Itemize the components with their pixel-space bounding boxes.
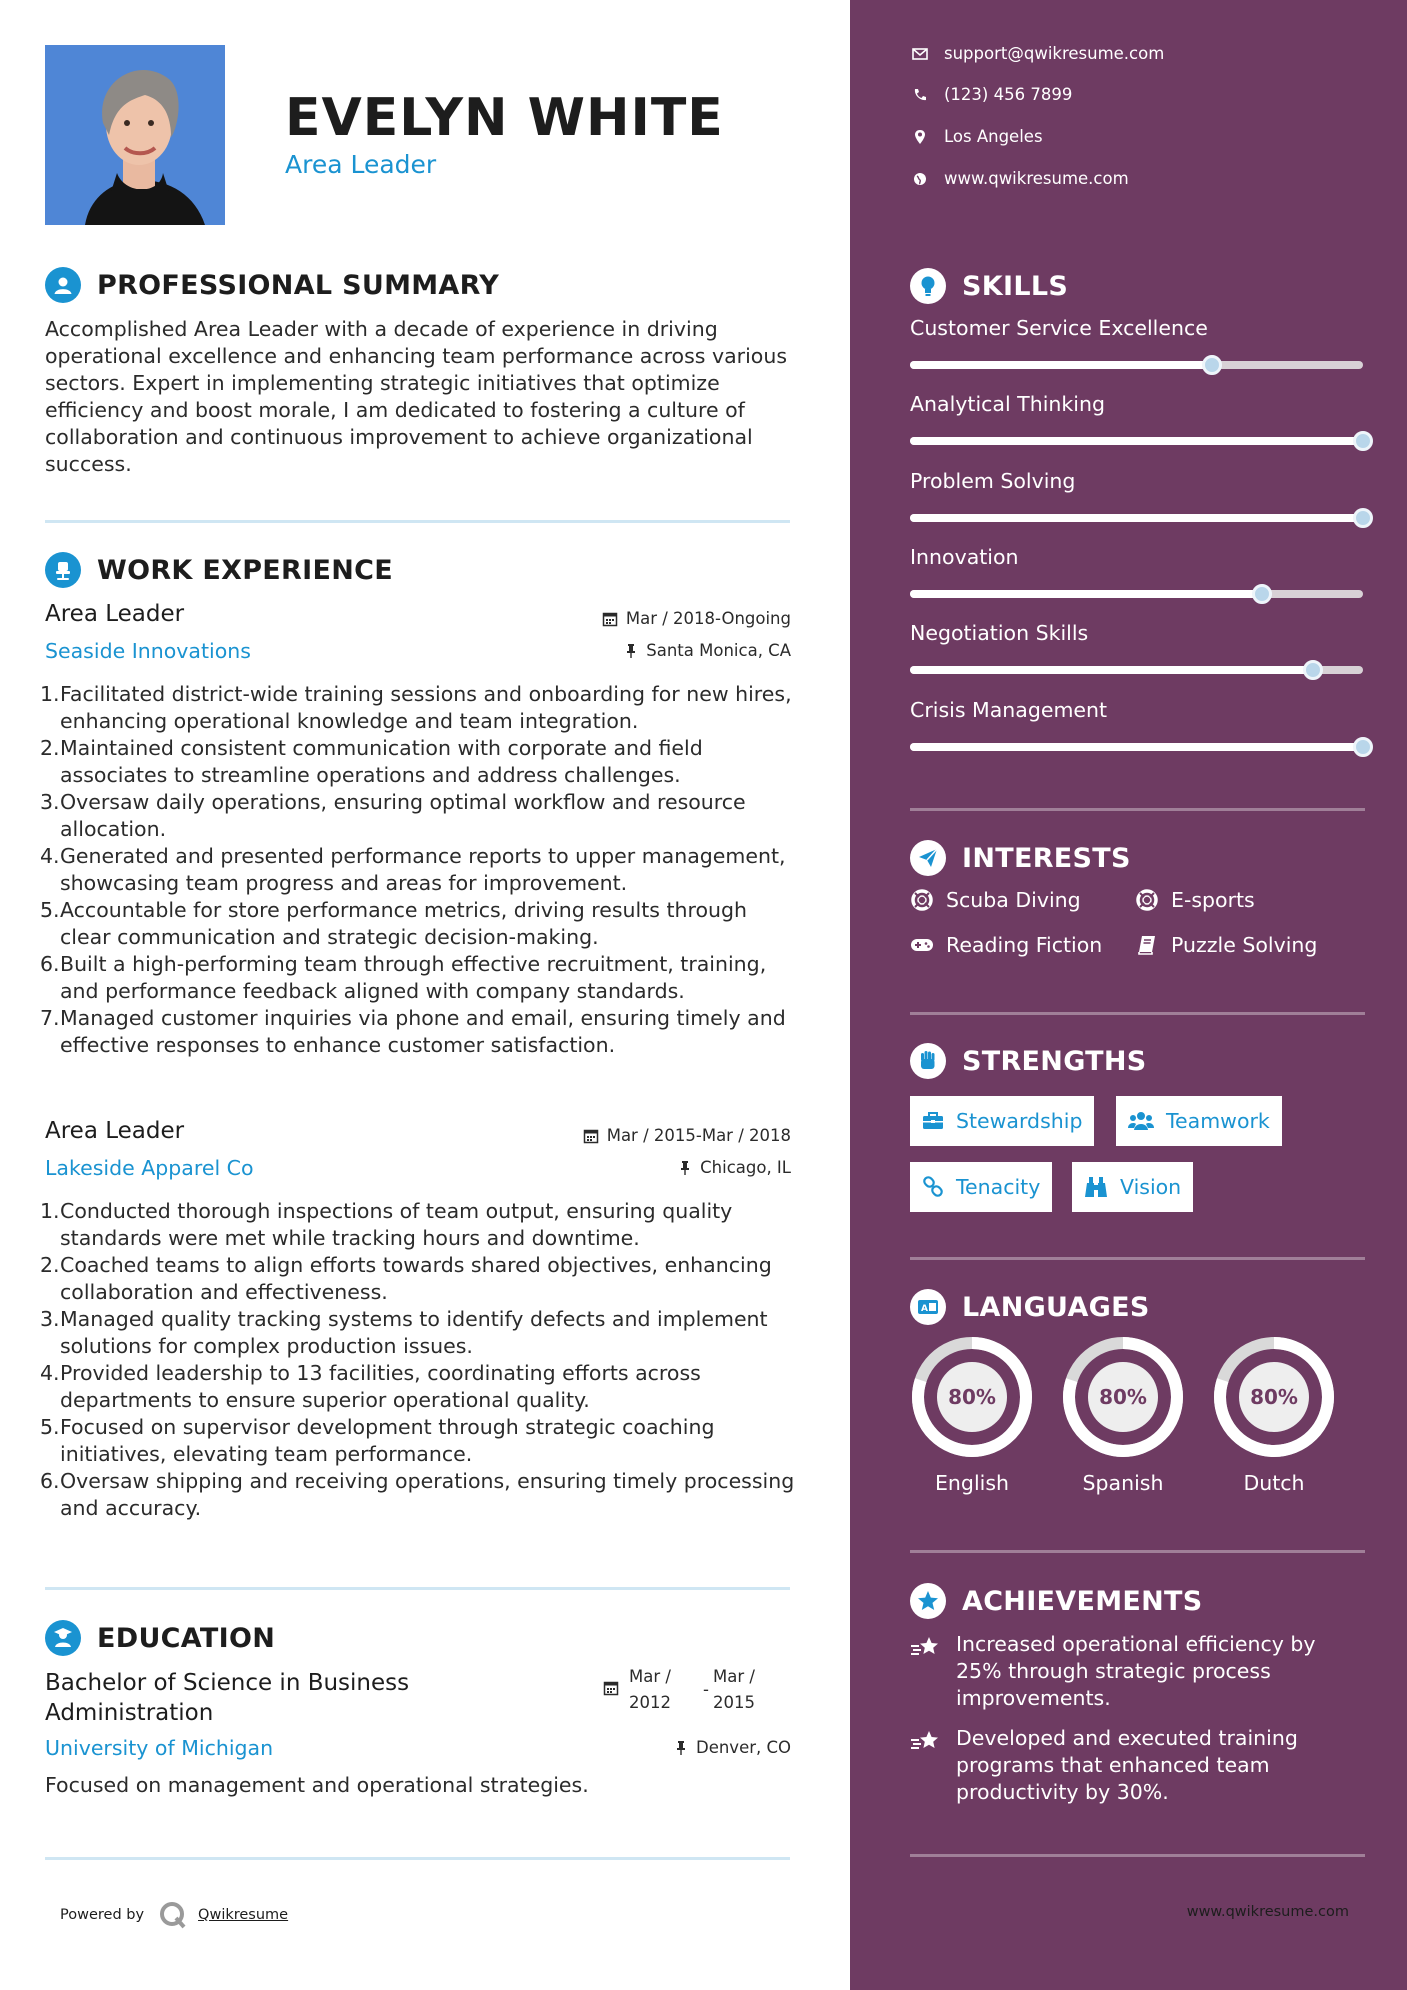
list-item: 6. Built a high-performing team through effective recruitment, training, and performance feedback aligned with company standards.: [40, 952, 767, 1003]
contact-email: [910, 44, 1164, 63]
achievement-item: [910, 1631, 1350, 1712]
language-item: [910, 1335, 1034, 1495]
phone-text: (123) 456 7899: [944, 85, 1073, 104]
experience-heading: [45, 552, 393, 588]
calendar-icon: [603, 1680, 619, 1696]
languages-heading: [910, 1289, 1150, 1325]
job-location: [624, 641, 791, 660]
section-divider: [910, 1854, 1365, 1857]
interests-title: INTERESTS: [962, 842, 1131, 874]
education-location-text: Denver, CO: [695, 1738, 791, 1757]
skill-bar-fill: [910, 437, 1363, 445]
list-item: 7. Managed customer inquiries via phone and email, ensuring timely and effective responses to enhance customer satisfaction.: [40, 1006, 786, 1057]
strength-label: Vision: [1120, 1175, 1182, 1199]
language-level-label: 80%: [1239, 1362, 1309, 1432]
list-item: 2. Coached teams to align efforts towards shared objectives, enhancing collaboration and effectiveness.: [40, 1253, 772, 1304]
interest-label: Puzzle Solving: [1171, 933, 1318, 957]
skill-label: Innovation: [910, 545, 1019, 569]
graduation-cap-icon: [45, 1620, 81, 1656]
section-divider: [45, 1587, 790, 1590]
user-icon: [45, 267, 81, 303]
raised-fist-icon: [910, 1043, 946, 1079]
strengths-title: STRENGTHS: [962, 1045, 1147, 1077]
section-divider: [45, 1857, 790, 1860]
skill-bar: [910, 743, 1363, 751]
lightbulb-icon: [910, 268, 946, 304]
summary-text: Accomplished Area Leader with a decade of experience in driving operational excellence and enhancing team performance across various sectors. Expert in implementing strategic initiatives that optimize efficiency and boost morale, I am dedicated to fostering a culture of collaboration and continuous improvement to achieve organizational success.: [45, 317, 787, 476]
powered-by: [60, 1900, 288, 1930]
education-heading: [45, 1620, 275, 1656]
globe-icon: [910, 172, 930, 186]
binoculars-icon: [1084, 1176, 1108, 1198]
skill-bar-fill: [910, 743, 1363, 751]
shooting-star-icon: [910, 1725, 942, 1806]
strength-label: Teamwork: [1166, 1109, 1270, 1133]
job-responsibilities: [40, 1198, 800, 1522]
life-ring-icon: [910, 889, 934, 911]
skill-bar-fill: [910, 590, 1262, 598]
list-item: 4. Generated and presented performance reports to upper management, showcasing team progress and areas for improvement.: [40, 844, 786, 895]
interest-item: [1135, 888, 1255, 912]
skill-label: Customer Service Excellence: [910, 316, 1208, 340]
skill-bar-knob: [1353, 508, 1373, 528]
education-dates: [603, 1664, 783, 1716]
skill-bar-fill: [910, 361, 1212, 369]
job-location: [678, 1158, 791, 1177]
section-divider: [910, 1012, 1365, 1015]
office-chair-icon: [45, 552, 81, 588]
summary-heading: [45, 267, 499, 303]
translate-icon: [910, 1289, 946, 1325]
qwikresume-link[interactable]: Qwikresume: [198, 1907, 289, 1923]
strength-tag: [1116, 1096, 1282, 1146]
interest-item: [910, 888, 1081, 912]
skill-label: Negotiation Skills: [910, 621, 1089, 645]
skill-bar-knob: [1252, 584, 1272, 604]
achievements-heading: [910, 1583, 1203, 1619]
start-year: 2012: [629, 1693, 671, 1712]
skills-title: SKILLS: [962, 270, 1069, 302]
language-level-ring: [910, 1335, 1034, 1459]
interest-item: [910, 933, 1102, 957]
skill-label: Analytical Thinking: [910, 392, 1105, 416]
strengths-heading: [910, 1043, 1147, 1079]
list-item: 6. Oversaw shipping and receiving operations, ensuring timely processing and accuracy.: [40, 1469, 795, 1520]
link-icon: [922, 1176, 944, 1198]
skill-bar-knob: [1353, 737, 1373, 757]
calendar-icon: [602, 611, 618, 627]
book-icon: [1135, 935, 1159, 955]
envelope-icon: [910, 48, 930, 60]
date-dash: -: [703, 1680, 709, 1699]
language-level-label: 80%: [937, 1362, 1007, 1432]
strength-label: Tenacity: [956, 1175, 1041, 1199]
qwikresume-logo-icon: [158, 1900, 188, 1930]
job-company: Lakeside Apparel Co: [45, 1156, 254, 1180]
interest-label: Scuba Diving: [946, 888, 1081, 912]
job-location-text: Chicago, IL: [700, 1158, 791, 1177]
strength-tag: [910, 1096, 1094, 1146]
list-item: 4. Provided leadership to 13 facilities, coordinating efforts across departments to ensure superior operational quality.: [40, 1361, 701, 1412]
pin-icon: [678, 1160, 692, 1176]
education-title: EDUCATION: [97, 1622, 276, 1654]
strength-tag: [910, 1162, 1052, 1212]
contact-website: [910, 169, 1129, 188]
skill-label: Crisis Management: [910, 698, 1108, 722]
interests-heading: [910, 840, 1131, 876]
language-item: [1212, 1335, 1336, 1495]
strength-label: Stewardship: [956, 1109, 1083, 1133]
achievement-text: Increased operational efficiency by 25% through strategic process improvements.: [956, 1632, 1316, 1710]
calendar-icon: [583, 1128, 599, 1144]
powered-by-label: Powered by: [60, 1907, 145, 1923]
candidate-role: Area Leader: [285, 150, 437, 179]
skill-bar: [910, 514, 1363, 522]
end-month: Mar /: [713, 1667, 755, 1686]
skill-bar-knob: [1303, 660, 1323, 680]
briefcase-icon: [922, 1112, 944, 1130]
job-title: Area Leader: [45, 601, 185, 627]
paper-plane-icon: [910, 840, 946, 876]
interest-label: Reading Fiction: [946, 933, 1103, 957]
gamepad-icon: [910, 937, 934, 953]
email-text: support@qwikresume.com: [944, 44, 1165, 63]
location-text: Los Angeles: [944, 127, 1043, 146]
language-level-ring: [1061, 1335, 1185, 1459]
education-location: [674, 1738, 791, 1757]
achievements-title: ACHIEVEMENTS: [962, 1585, 1203, 1617]
map-marker-icon: [910, 129, 930, 145]
summary-title: PROFESSIONAL SUMMARY: [97, 269, 500, 301]
language-name: English: [934, 1471, 1010, 1495]
job-dates: [583, 1126, 791, 1145]
contact-phone: [910, 85, 1072, 104]
list-item: 1. Conducted thorough inspections of team output, ensuring quality standards were met while tracking hours and downtime.: [40, 1199, 733, 1250]
achievement-text: Developed and executed training programs that enhanced team productivity by 30%.: [956, 1726, 1298, 1804]
profile-photo: [45, 45, 225, 225]
skill-bar-fill: [910, 666, 1313, 674]
skills-heading: [910, 268, 1068, 304]
shooting-star-icon: [910, 1631, 942, 1712]
skill-bar: [910, 590, 1363, 598]
candidate-name: EVELYN WHITE: [285, 88, 724, 148]
end-year: 2015: [713, 1693, 755, 1712]
star-icon: [910, 1583, 946, 1619]
skill-label: Problem Solving: [910, 469, 1076, 493]
degree: Bachelor of Science in Business Administration: [45, 1670, 410, 1726]
footer-url[interactable]: www.qwikresume.com: [1186, 1904, 1349, 1920]
contact-location: [910, 127, 1043, 146]
skill-bar: [910, 437, 1363, 445]
skill-bar: [910, 361, 1363, 369]
language-level-label: 80%: [1088, 1362, 1158, 1432]
skill-bar-knob: [1202, 355, 1222, 375]
list-item: 3. Oversaw daily operations, ensuring optimal workflow and resource allocation.: [40, 790, 746, 841]
strength-tag: [1072, 1162, 1193, 1212]
interest-item: [1135, 933, 1317, 957]
pin-icon: [624, 643, 638, 659]
language-level-ring: [1212, 1335, 1336, 1459]
job-responsibilities: [40, 681, 800, 1059]
job-company: Seaside Innovations: [45, 639, 251, 663]
website-text[interactable]: www.qwikresume.com: [944, 169, 1129, 188]
list-item: 5. Accountable for store performance metrics, driving results through clear communication and strategic decision-making.: [40, 898, 748, 949]
section-divider: [45, 520, 790, 523]
language-name: Dutch: [1243, 1471, 1305, 1495]
languages-title: LANGUAGES: [962, 1291, 1150, 1323]
interest-label: E-sports: [1171, 888, 1255, 912]
pin-icon: [674, 1740, 688, 1756]
job-dates-text: Mar / 2015-Mar / 2018: [606, 1126, 791, 1145]
svg-text:A: A: [921, 1304, 928, 1314]
achievement-item: [910, 1725, 1350, 1806]
life-ring-icon: [1135, 889, 1159, 911]
list-item: 2. Maintained consistent communication with corporate and field associates to streamline operations and address challenges.: [40, 736, 703, 787]
start-month: Mar /: [629, 1667, 671, 1686]
list-item: 5. Focused on supervisor development through strategic coaching initiatives, elevating team performance.: [40, 1415, 715, 1466]
skill-bar-knob: [1353, 431, 1373, 451]
school: University of Michigan: [45, 1736, 274, 1760]
job-title: Area Leader: [45, 1118, 185, 1144]
education-description: Focused on management and operational strategies.: [45, 1773, 589, 1797]
job-location-text: Santa Monica, CA: [646, 641, 791, 660]
list-item: 3. Managed quality tracking systems to identify defects and implement solutions for complex production issues.: [40, 1307, 768, 1358]
section-divider: [910, 1550, 1365, 1553]
section-divider: [910, 808, 1365, 811]
users-icon: [1128, 1111, 1154, 1131]
skill-bar-fill: [910, 514, 1363, 522]
sidebar: [850, 0, 1407, 1990]
section-divider: [910, 1257, 1365, 1260]
job-dates: [602, 609, 791, 628]
language-name: Spanish: [1082, 1471, 1164, 1495]
phone-icon: [910, 88, 930, 102]
language-item: [1061, 1335, 1185, 1495]
job-dates-text: Mar / 2018-Ongoing: [625, 609, 791, 628]
list-item: 1. Facilitated district-wide training sessions and onboarding for new hires, enhancing operational knowledge and team integration.: [40, 682, 792, 733]
skill-bar: [910, 666, 1363, 674]
experience-title: WORK EXPERIENCE: [97, 554, 393, 586]
